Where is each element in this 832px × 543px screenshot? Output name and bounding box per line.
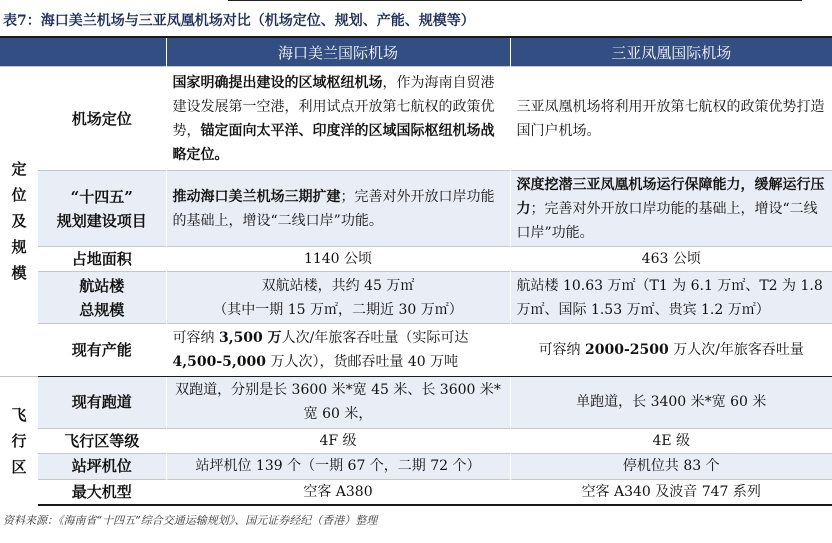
header-blank xyxy=(0,38,166,67)
row-label-plan xyxy=(38,171,166,247)
haikou-capacity-bold-1: 3,500 万 xyxy=(218,329,282,346)
cell-haikou-area: 1140 公顷 xyxy=(166,247,510,272)
table-row-capacity xyxy=(0,324,832,376)
row-label-terminal xyxy=(38,272,166,324)
cell-sanya-terminal: 航站楼 10.63 万㎡（T1 为 6.1 万㎡、T2 为 1.8 万㎡、国际 1.53 万㎡、贵宾 1.2 万㎡） xyxy=(510,272,832,324)
category-positioning-text: 定位及规模 xyxy=(11,160,27,283)
haikou-capacity-text-1: 可容纳 xyxy=(172,329,219,346)
haikou-capacity-text-2: 人次/年旅客吞吐量（实际可达 xyxy=(281,329,469,346)
category-flight xyxy=(0,376,38,506)
category-positioning xyxy=(0,67,38,377)
row-label-plan-line2: 规划建设项目 xyxy=(56,211,147,230)
cell-haikou-plan xyxy=(166,171,510,247)
row-label-capacity: 现有产能 xyxy=(38,324,166,376)
table-row-terminal xyxy=(0,272,832,324)
comparison-table xyxy=(0,38,832,506)
haikou-plan-text: ；完善对外开放口岸功能的基础上，增设“二线口岸”功能。 xyxy=(172,188,495,229)
cell-sanya-runway: 单跑道，长 3400 米*宽 60 米 xyxy=(510,376,832,428)
table-row-stands xyxy=(0,453,832,479)
table-row-grade xyxy=(0,428,832,453)
cell-haikou-grade: 4F 级 xyxy=(166,428,510,453)
row-label-aircraft: 最大机型 xyxy=(38,479,166,505)
table-row-plan xyxy=(0,171,832,247)
cell-sanya-capacity xyxy=(510,324,832,376)
table-row-area xyxy=(0,247,832,272)
cell-haikou-aircraft: 空客 A380 xyxy=(166,479,510,505)
category-flight-text: 飞行区 xyxy=(11,406,27,477)
row-label-terminal-line1: 航站楼 xyxy=(79,276,125,295)
cell-sanya-positioning: 三亚凤凰机场将利用开放第七航权的政策优势打造国门户机场。 xyxy=(510,67,832,171)
haikou-positioning-bold-1: 国家明确提出建设的区域枢纽机场 xyxy=(172,74,383,91)
cell-sanya-plan xyxy=(510,171,832,247)
cell-sanya-aircraft: 空客 A340 及波音 747 系列 xyxy=(510,479,832,505)
header-row xyxy=(0,38,832,67)
haikou-terminal-line1: 双航站楼，共约 45 万㎡ xyxy=(261,277,415,294)
source-footer: 资料来源：《海南省“十四五”综合交通运输规划》、国元证券经纪（香港）整理 xyxy=(3,514,378,527)
sanya-capacity-text-1: 可容纳 xyxy=(538,341,586,358)
haikou-positioning-bold-2: 锚定面向太平洋、印度洋的区域国际枢纽机场战略定位。 xyxy=(172,122,495,163)
table-row-positioning xyxy=(0,67,832,171)
cell-sanya-stands: 停机位共 83 个 xyxy=(510,453,832,479)
cell-haikou-terminal xyxy=(166,272,510,324)
cell-haikou-stands: 站坪机位 139 个（一期 67 个，二期 72 个） xyxy=(166,453,510,479)
header-haikou: 海口美兰国际机场 xyxy=(166,38,510,67)
table-row-aircraft xyxy=(0,479,832,505)
haikou-capacity-bold-2: 4,500-5,000 xyxy=(172,353,266,370)
cell-haikou-runway: 双跑道，分别是长 3600 米*宽 45 米、长 3600 米*宽 60 米， xyxy=(166,376,510,428)
cell-sanya-grade: 4E 级 xyxy=(510,428,832,453)
haikou-terminal-line2: （其中一期 15 万㎡，二期近 30 万㎡） xyxy=(213,301,463,318)
spacer-cell-2 xyxy=(38,505,832,506)
row-label-positioning: 机场定位 xyxy=(38,67,166,171)
category-flight-end-spacer xyxy=(0,505,832,506)
haikou-positioning-text: ，作为海南自贸港建设发展第一空港，利用试点开放第七航权的政策优势， xyxy=(172,74,495,139)
row-label-stands: 站坪机位 xyxy=(38,453,166,479)
haikou-plan-bold: 推动海口美兰机场三期扩建 xyxy=(172,188,341,205)
sanya-plan-text: ；完善对外开放口岸功能的基础上，增设“二线口岸”功能。 xyxy=(516,200,818,241)
row-label-runway: 现有跑道 xyxy=(38,376,166,428)
row-label-grade: 飞行区等级 xyxy=(38,428,166,453)
cell-sanya-area: 463 公顷 xyxy=(510,247,832,272)
row-label-area: 占地面积 xyxy=(38,247,166,272)
sanya-capacity-text-2: 万人次/年旅客吞吐量 xyxy=(668,341,804,358)
top-rule xyxy=(228,0,802,1)
row-label-terminal-line2: 总规模 xyxy=(79,300,125,319)
table-caption: 表7：海口美兰机场与三亚凤凰机场对比（机场定位、规划、产能、规模等） xyxy=(3,13,475,29)
table-row-runway xyxy=(0,376,832,428)
cell-haikou-positioning xyxy=(166,67,510,171)
sanya-capacity-bold: 2000-2500 xyxy=(585,341,669,358)
haikou-capacity-text-3: 万人次），货邮吞吐量 40 万吨 xyxy=(266,353,459,370)
sanya-plan-bold: 深度挖潜三亚凤凰机场运行保障能力，缓解运行压力 xyxy=(516,176,825,217)
cell-haikou-capacity xyxy=(166,324,510,376)
header-sanya: 三亚凤凰国际机场 xyxy=(510,38,832,67)
row-label-plan-line1: “十四五” xyxy=(70,187,133,206)
